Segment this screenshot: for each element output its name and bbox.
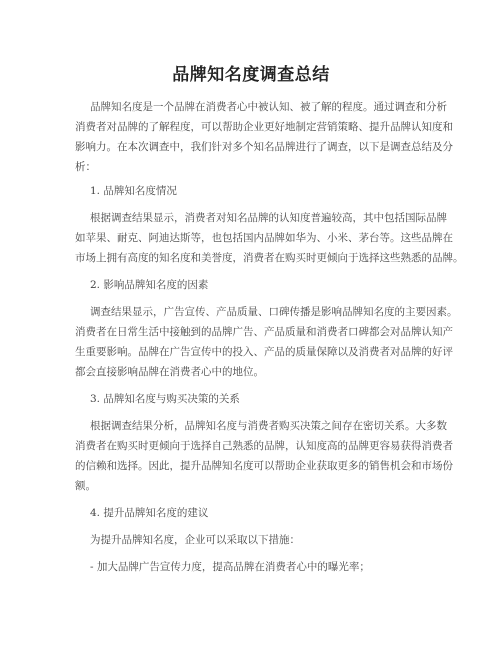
paragraph-line: 的信赖和选择。因此，提升品牌知名度可以帮助企业获取更多的销售机会和市场份 [75,460,453,472]
section-2-paragraph [75,302,458,382]
paragraph-line: 如苹果、耐克、阿迪达斯等，也包括国内品牌如华为、小米、茅台等。这些品牌在 [75,232,453,244]
section-heading-3: 3. 品牌知名度与购买决策的关系 [90,393,240,405]
intro-paragraph [75,97,453,177]
paragraph-line: 消费者在日常生活中接触到的品牌广告、产品质量和消费者口碑都会对品牌认知产 [75,326,453,338]
document-title: 品牌知名度调查总结 [172,65,330,85]
section-heading-2: 2. 影响品牌知名度的因素 [90,279,209,291]
section-4-bullet [75,557,435,577]
section-3-paragraph [75,416,453,496]
paragraph-line: 都会直接影响品牌在消费者心中的地位。 [75,366,264,378]
section-heading-1: 1. 品牌知名度情况 [90,185,177,197]
paragraph-line: 根据调查结果显示，消费者对知名品牌的认知度普遍较高，其中包括国际品牌 [90,212,447,224]
paragraph-line: 消费者对品牌的了解程度，可以帮助企业更好地制定营销策略、提升品牌认知度和 [75,121,453,133]
paragraph-line: 调查结果显示，广告宣传、产品质量、口碑传播是影响品牌知名度的主要因素。 [90,306,458,318]
bullet-line: - 加大品牌广告宣传力度，提高品牌在消费者心中的曝光率； [90,561,370,573]
paragraph-line: 品牌知名度是一个品牌在消费者心中被认知、被了解的程度。通过调查和分析 [90,101,447,113]
paragraph-line: 影响力。在本次调查中，我们针对多个知名品牌进行了调查，以下是调查总结及分 [75,141,453,153]
paragraph-line: 为提升品牌知名度，企业可以采取以下措施： [90,534,300,546]
paragraph-line: 市场上拥有高度的知名度和美誉度，消费者在购买时更倾向于选择这些熟悉的品牌。 [75,252,464,264]
paragraph-line: 消费者在购买时更倾向于选择自己熟悉的品牌，认知度高的品牌更容易获得消费者 [75,440,453,452]
paragraph-line: 生重要影响。品牌在广告宣传中的投入、产品的质量保障以及消费者对品牌的好评 [75,346,453,358]
paragraph-line: 根据调查结果分析，品牌知名度与消费者购买决策之间存在密切关系。大多数 [90,420,447,432]
paragraph-line: 析： [75,161,96,173]
section-4-paragraph [75,530,435,550]
section-heading-4: 4. 提升品牌知名度的建议 [90,507,209,519]
section-1-paragraph [75,208,464,268]
paragraph-line: 额。 [75,480,96,492]
